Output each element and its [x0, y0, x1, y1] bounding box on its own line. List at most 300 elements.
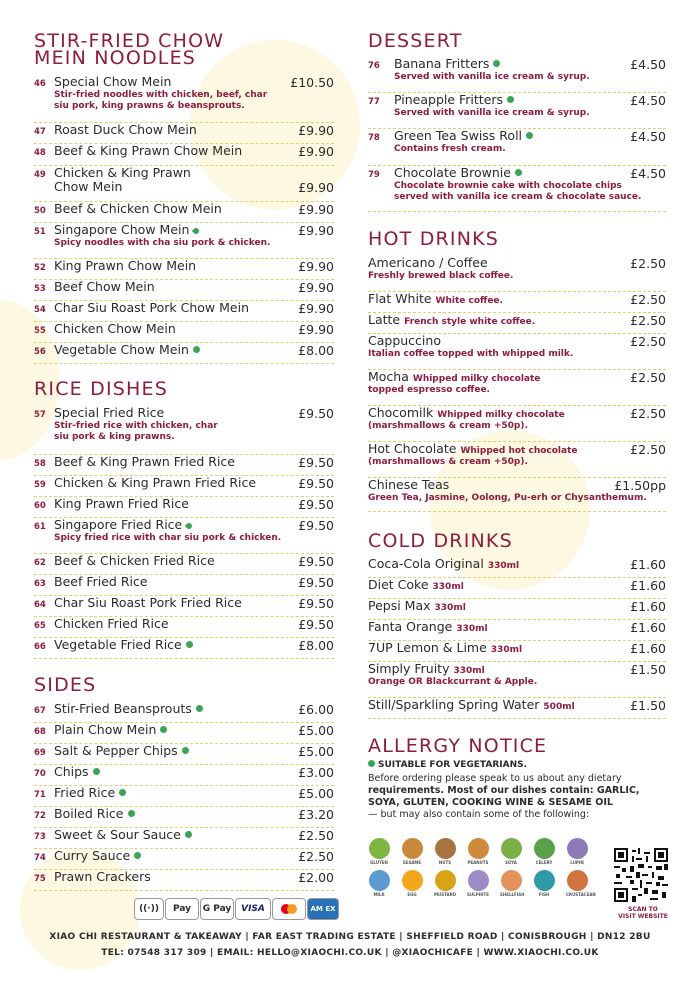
allergen-label: CRUSTACEAN: [566, 892, 596, 897]
item-price: £4.50: [630, 57, 666, 72]
item-inline-description: White coffee.: [435, 296, 503, 306]
menu-item: [34, 476, 334, 497]
item-name: [54, 617, 169, 631]
item-name-text-line2: Chow Mein: [54, 179, 123, 194]
allergen-icon-nuts: [434, 838, 456, 865]
vegetarian-note-text: SUITABLE FOR VEGETARIANS.: [378, 760, 528, 770]
item-name-text: Pepsi Max: [368, 598, 431, 613]
item-name: [368, 599, 466, 615]
item-number: 52: [34, 263, 46, 273]
item-price: £9.90: [298, 259, 334, 274]
menu-item: [34, 765, 334, 786]
allergen-icon-egg: [401, 870, 423, 897]
item-price: £1.50pp: [614, 478, 666, 493]
item-name-text: Chicken & King Prawn Fried Rice: [54, 475, 257, 490]
item-description-line2: siu pork, king prawns & beansprouts.: [54, 101, 245, 111]
allergen-label: SESAME: [402, 860, 422, 865]
item-number: 67: [34, 706, 46, 716]
menu-item: [34, 144, 334, 166]
footer-address: XIAO CHI RESTAURANT & TAKEAWAY | FAR EAST TRADING ESTATE | SHEFFIELD ROAD | CONISBROUGH | DN12 2BU: [49, 932, 651, 942]
item-name: [54, 223, 199, 237]
menu-item: [34, 497, 334, 518]
item-number: 77: [368, 97, 380, 107]
item-number: 75: [34, 874, 46, 884]
item-price: £8.00: [298, 343, 334, 358]
item-name: [54, 202, 222, 216]
item-name: [54, 744, 189, 758]
item-name: [54, 849, 141, 863]
item-name: [54, 702, 203, 716]
soya-icon: [501, 838, 522, 859]
item-name-text: Beef & King Prawn Fried Rice: [54, 454, 235, 469]
crustacean-icon: [567, 870, 588, 891]
allergy-line-1: Before ordering please speak to us about any dietary: [368, 773, 622, 784]
item-name: [54, 455, 235, 469]
item-name-text: Beef & King Prawn Chow Mein: [54, 143, 243, 158]
section-title-sides: SIDES: [34, 674, 97, 696]
section-title-rice-dishes: RICE DISHES: [34, 378, 168, 400]
allergen-label: SOYA: [505, 860, 517, 865]
item-name: [368, 698, 575, 714]
menu-item: [34, 554, 334, 575]
allergen-icon-soya: [500, 838, 522, 865]
sulphite-icon: [468, 870, 489, 891]
item-number: 47: [34, 127, 46, 137]
menu-item: [34, 518, 334, 554]
item-number: 76: [368, 61, 380, 71]
item-price: £9.90: [298, 144, 334, 159]
vegetarian-icon: [196, 705, 203, 712]
item-price: £5.00: [298, 744, 334, 759]
item-description: (marshmallows & cream +50p).: [368, 457, 528, 467]
item-name: [54, 259, 196, 273]
menu-item: [34, 343, 334, 364]
vegetarian-icon: [182, 747, 189, 754]
allergen-icon-celery: [533, 838, 555, 865]
item-price: £2.50: [630, 442, 666, 457]
allergen-label: NUTS: [438, 860, 452, 865]
item-name-text: Chocolate Brownie: [394, 165, 511, 180]
item-price: £2.50: [630, 292, 666, 307]
vegetarian-icon: [186, 641, 193, 648]
allergy-line-4: — but may also contain some of the following:: [368, 809, 590, 820]
menu-item: [34, 870, 334, 891]
item-price: £9.50: [298, 518, 334, 533]
menu-item: [34, 596, 334, 617]
menu-item: [34, 702, 334, 723]
item-number: 62: [34, 558, 46, 568]
item-number: 48: [34, 148, 46, 158]
item-name-text: Beef & Chicken Chow Mein: [54, 201, 222, 216]
item-description: Freshly brewed black coffee.: [368, 271, 514, 281]
menu-item: [368, 641, 666, 662]
chilli-icon: [185, 521, 193, 529]
footer-contact: TEL: 07548 317 309 | EMAIL: HELLO@XIAOCHI.CO.UK | @XIAOCHICAFE | WWW.XIAOCHI.CO.UK: [101, 948, 599, 958]
item-name: [368, 370, 540, 386]
item-number: 54: [34, 305, 46, 315]
item-number: 51: [34, 227, 46, 237]
vegetarian-icon: [507, 96, 514, 103]
menu-item: [34, 455, 334, 476]
item-name-text: Flat White: [368, 291, 432, 306]
menu-item: [368, 662, 666, 698]
qr-code-icon: [614, 848, 668, 902]
item-name: [54, 166, 191, 194]
item-name: [54, 497, 189, 511]
milk-icon: [369, 870, 390, 891]
item-name-text: Beef & Chicken Fried Rice: [54, 553, 215, 568]
item-description: Chocolate brownie cake with chocolate chips: [394, 181, 622, 191]
section-title-chow-mein-line2: MEIN NOODLES: [34, 47, 197, 69]
vegetarian-icon: [128, 810, 135, 817]
vegetarian-note: [368, 759, 527, 771]
item-name-text: Sweet & Sour Sauce: [54, 827, 181, 842]
item-price: £9.90: [298, 202, 334, 217]
allergen-icon-milk: [368, 870, 390, 897]
menu-item: [34, 75, 334, 123]
item-price: £9.90: [298, 280, 334, 295]
item-name-text: Special Fried Rice: [54, 405, 165, 420]
item-name-text: King Prawn Chow Mein: [54, 258, 197, 273]
item-description: Contains fresh cream.: [394, 144, 506, 154]
item-number: 74: [34, 853, 46, 863]
menu-item: [34, 280, 334, 301]
allergen-icon-mustard: [434, 870, 456, 897]
item-name-text: Curry Sauce: [54, 848, 131, 863]
item-number: 53: [34, 284, 46, 294]
item-name: [394, 166, 522, 180]
item-name: [368, 334, 441, 348]
item-number: 59: [34, 480, 46, 490]
item-price: £1.60: [630, 641, 666, 656]
item-number: 65: [34, 621, 46, 631]
item-price: £2.50: [630, 406, 666, 421]
qr-caption-line2: VISIT WEBSITE: [618, 913, 668, 920]
amex-icon: AM EX: [307, 898, 339, 920]
item-name: [54, 596, 242, 610]
menu-item: [368, 256, 666, 292]
item-number: 60: [34, 501, 46, 511]
allergen-label: SULPHITE: [467, 892, 489, 897]
allergen-label: GLUTEN: [370, 860, 388, 865]
item-inline-description: Whipped milky chocolate: [412, 374, 541, 384]
allergen-label: LUPIN: [570, 860, 584, 865]
mastercard-icon: [272, 898, 306, 920]
menu-item: [368, 406, 666, 442]
menu-item: [34, 638, 334, 659]
item-number: 71: [34, 790, 46, 800]
item-name: [368, 478, 449, 492]
item-name-text: Coca-Cola Original: [368, 556, 484, 571]
menu-item: [368, 442, 666, 478]
item-name: [368, 578, 464, 594]
item-name-text: Stir-Fried Beansprouts: [54, 701, 192, 716]
shellfish-icon: [501, 870, 522, 891]
section-title-allergy-notice: ALLERGY NOTICE: [368, 735, 548, 757]
item-name-text: Still/Sparkling Spring Water: [368, 697, 540, 712]
item-name: [54, 554, 215, 568]
item-inline-description: 330ml: [490, 645, 523, 655]
section-title-chow-mein: STIR-FRIED CHOW: [34, 30, 225, 52]
item-price: £9.50: [298, 455, 334, 470]
item-number: 61: [34, 522, 46, 532]
item-name-text: Chicken Chow Mein: [54, 321, 176, 336]
menu-item: [34, 617, 334, 638]
item-description: Served with vanilla ice cream & syrup.: [394, 72, 590, 82]
allergen-icon-sesame: [401, 838, 423, 865]
gluten-icon: [369, 838, 390, 859]
item-description: Stir-fried rice with chicken, char: [54, 421, 218, 431]
item-name: [368, 662, 485, 678]
item-name: [368, 442, 578, 458]
item-name-text: Boiled Rice: [54, 806, 124, 821]
item-name: [54, 807, 135, 821]
contactless-icon: ((·)): [134, 898, 164, 920]
item-name: [54, 123, 197, 137]
menu-item: [34, 406, 334, 455]
item-number: 70: [34, 769, 46, 779]
item-price: £10.50: [290, 75, 334, 90]
item-name: [54, 786, 126, 800]
item-number: 69: [34, 748, 46, 758]
menu-item: [34, 223, 334, 259]
section-title-hot-drinks: HOT DRINKS: [368, 228, 500, 250]
item-name-text: Fanta Orange: [368, 619, 453, 634]
egg-icon: [402, 870, 423, 891]
vegetarian-icon: [526, 132, 533, 139]
item-price: £8.00: [298, 638, 334, 653]
item-price: £5.00: [298, 786, 334, 801]
fish-icon: [534, 870, 555, 891]
menu-item: [368, 292, 666, 313]
item-name-text: Americano / Coffee: [368, 255, 488, 270]
allergen-icon-peanuts: [467, 838, 489, 865]
item-name-text: Chicken Fried Rice: [54, 616, 169, 631]
menu-item: [368, 129, 666, 166]
item-name-text: Hot Chocolate: [368, 441, 457, 456]
item-name: [54, 322, 176, 336]
item-number: 46: [34, 79, 46, 89]
item-number: 57: [34, 410, 46, 420]
menu-item: [34, 259, 334, 280]
vegetarian-icon: [515, 169, 522, 176]
item-name-text: Chicken & King Prawn: [54, 165, 191, 180]
item-price: £2.00: [298, 870, 334, 885]
google-pay-icon: G Pay: [200, 898, 234, 920]
item-number: 55: [34, 326, 46, 336]
item-name: [54, 575, 148, 589]
item-number: 66: [34, 642, 46, 652]
item-name: [54, 870, 151, 884]
item-inline-description: Whipped hot chocolate: [460, 446, 578, 456]
item-number: 72: [34, 811, 46, 821]
menu-item: [34, 123, 334, 144]
celery-icon: [534, 838, 555, 859]
allergen-icon-shellfish: [500, 870, 525, 897]
item-name-text: Green Tea Swiss Roll: [394, 128, 523, 143]
item-name-text: Mocha: [368, 369, 409, 384]
item-name: [54, 765, 100, 779]
item-name: [368, 557, 519, 573]
item-name: [54, 280, 155, 294]
item-name-text: Latte: [368, 312, 401, 327]
item-name-text: Diet Coke: [368, 577, 429, 592]
item-name-text: Vegetable Chow Mein: [54, 342, 189, 357]
menu-item: [34, 744, 334, 765]
lupin-icon: [567, 838, 588, 859]
item-price: £1.50: [630, 698, 666, 713]
item-inline-description: 330ml: [453, 666, 485, 676]
item-name: [368, 256, 488, 270]
menu-item: [368, 313, 666, 334]
item-description: Green Tea, Jasmine, Oolong, Pu-erh or Chysanthemum.: [368, 493, 647, 503]
item-name: [54, 343, 200, 357]
menu-item: [34, 786, 334, 807]
item-name: [368, 620, 488, 636]
item-number: 73: [34, 832, 46, 842]
item-name: [54, 723, 167, 737]
menu-item: [368, 57, 666, 93]
allergen-icon-crustacean: [566, 870, 596, 897]
item-inline-description: 330ml: [434, 603, 466, 613]
apple-pay-icon: Pay: [165, 898, 199, 920]
item-price: £9.50: [298, 575, 334, 590]
item-name: [54, 476, 256, 490]
item-description: Orange OR Blackcurrant & Apple.: [368, 677, 538, 687]
item-name-text: Chocomilk: [368, 405, 434, 420]
item-number: 68: [34, 727, 46, 737]
item-name-text: Roast Duck Chow Mein: [54, 122, 197, 137]
allergen-icon-gluten: [368, 838, 390, 865]
item-price: £9.50: [298, 617, 334, 632]
item-description-line2: siu pork & king prawns.: [54, 432, 175, 442]
menu-item: [368, 698, 666, 719]
item-number: 58: [34, 459, 46, 469]
item-name-text: Cappuccino: [368, 333, 441, 348]
item-price: £9.50: [298, 596, 334, 611]
item-inline-description: Whipped milky chocolate: [437, 410, 565, 420]
menu-item: [34, 849, 334, 870]
item-price: £9.90: [298, 123, 334, 138]
item-number: 64: [34, 600, 46, 610]
item-name-text: Char Siu Roast Pork Chow Mein: [54, 300, 250, 315]
vegetarian-icon: [160, 726, 167, 733]
allergen-label: FISH: [538, 892, 550, 897]
item-name: [368, 313, 535, 329]
item-number: 79: [368, 170, 380, 180]
item-number: 56: [34, 347, 46, 357]
item-name-text: Salt & Pepper Chips: [54, 743, 178, 758]
chilli-icon: [192, 226, 200, 234]
section-title-dessert: DESSERT: [368, 30, 463, 52]
item-price: £6.00: [298, 702, 334, 717]
item-description-line2: served with vanilla ice cream & chocolate sauce.: [394, 192, 642, 202]
mustard-icon: [435, 870, 456, 891]
menu-item: [368, 334, 666, 370]
item-name: [394, 129, 533, 143]
section-title-cold-drinks: COLD DRINKS: [368, 530, 513, 552]
vegetarian-icon: [185, 831, 192, 838]
menu-item: [368, 93, 666, 129]
allergen-icon-lupin: [566, 838, 588, 865]
item-number: 49: [34, 170, 46, 180]
item-description: (marshmallows & cream +50p).: [368, 421, 528, 431]
item-price: £2.50: [630, 370, 666, 385]
item-price: £3.20: [298, 807, 334, 822]
allergen-label: CELERY: [535, 860, 553, 865]
item-name: [54, 301, 249, 315]
nuts-icon: [435, 838, 456, 859]
item-inline-description: French style white coffee.: [404, 317, 536, 327]
item-description: Spicy noodles with cha siu pork & chicken.: [54, 238, 271, 248]
item-name-text: Chips: [54, 764, 89, 779]
vegetarian-icon: [368, 760, 375, 767]
item-price: £1.60: [630, 620, 666, 635]
menu-item: [368, 620, 666, 641]
qr-code[interactable]: [614, 848, 668, 902]
item-description: topped espresso coffee.: [368, 385, 490, 395]
item-name: [54, 828, 192, 842]
allergen-label: PEANUTS: [467, 860, 489, 865]
item-name-text: Plain Chow Mein: [54, 722, 157, 737]
item-name-text: Pineapple Fritters: [394, 92, 504, 107]
item-name: [54, 406, 164, 420]
item-name-text: King Prawn Fried Rice: [54, 496, 189, 511]
menu-item: [368, 478, 666, 512]
item-number: 50: [34, 206, 46, 216]
item-price: £9.50: [298, 554, 334, 569]
item-price: £2.50: [630, 313, 666, 328]
menu-item: [368, 578, 666, 599]
sesame-icon: [402, 838, 423, 859]
item-name-text: Simply Fruity: [368, 661, 450, 676]
item-name-text: Char Siu Roast Pork Fried Rice: [54, 595, 242, 610]
menu-item: [34, 723, 334, 744]
allergen-label: EGG: [407, 892, 417, 897]
item-price: £4.50: [630, 129, 666, 144]
item-price: £1.60: [630, 578, 666, 593]
peanuts-icon: [468, 838, 489, 859]
item-price: £2.50: [298, 828, 334, 843]
item-name-text: Vegetable Fried Rice: [54, 637, 182, 652]
item-name-text: Beef Fried Rice: [54, 574, 148, 589]
item-description: Italian coffee topped with whipped milk.: [368, 349, 574, 359]
item-name: [54, 75, 171, 89]
item-price: £3.00: [298, 765, 334, 780]
allergen-icon-sulphite: [467, 870, 489, 897]
item-price: £1.60: [630, 557, 666, 572]
item-number: 78: [368, 133, 380, 143]
item-price: £2.50: [630, 334, 666, 349]
menu-item: [34, 807, 334, 828]
item-price: £4.50: [630, 93, 666, 108]
item-price: £9.50: [298, 406, 334, 421]
item-name-text: Special Chow Mein: [54, 74, 172, 89]
menu-item: [368, 557, 666, 578]
item-description: Stir-fried noodles with chicken, beef, char: [54, 90, 268, 100]
allergen-icon-fish: [533, 870, 555, 897]
item-name-text: Singapore Fried Rice: [54, 517, 183, 532]
vegetarian-icon: [493, 60, 500, 67]
allergy-line-3: SOYA, GLUTEN, COOKING WINE & SESAME OIL: [368, 797, 613, 808]
allergen-label: SHELLFISH: [500, 892, 525, 897]
item-inline-description: 330ml: [432, 582, 464, 592]
item-price: £1.50: [630, 662, 666, 677]
qr-caption-line1: SCAN TO: [628, 906, 658, 913]
item-name: [54, 638, 193, 652]
item-name-text: Prawn Crackers: [54, 869, 151, 884]
menu-item: [34, 166, 334, 202]
